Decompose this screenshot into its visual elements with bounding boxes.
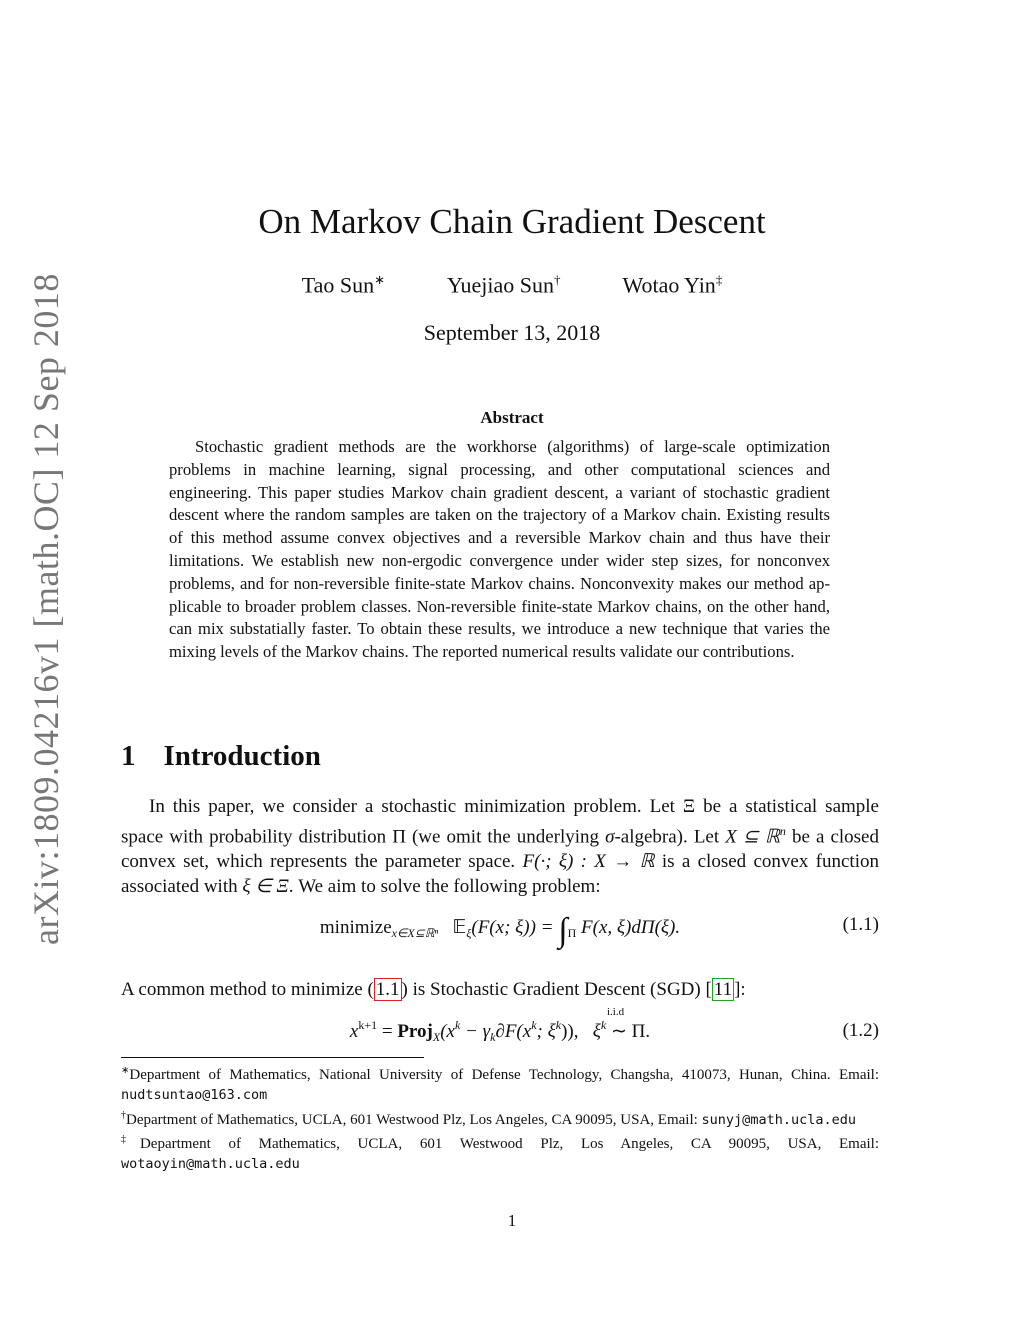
author-name: Yuejiao Sun bbox=[447, 272, 554, 298]
footnote-2 bbox=[121, 1106, 879, 1130]
eq-sup: k bbox=[454, 1018, 461, 1032]
intro-text: is a closed convex function associated with bbox=[121, 851, 879, 897]
footnote-email[interactable]: nudtsuntao@163.com bbox=[121, 1087, 268, 1104]
equation-ref-link[interactable]: 1.1 bbox=[375, 979, 400, 1000]
eq-pi: Π. bbox=[626, 1021, 651, 1042]
author-footnote-mark[interactable]: ∗ bbox=[374, 272, 385, 287]
eq-sup: k bbox=[531, 1018, 537, 1032]
eq-sup: k+1 bbox=[358, 1018, 378, 1032]
math-f-map: F(·; ξ) : X → ℝ bbox=[522, 851, 655, 873]
eq-xi: ξ bbox=[592, 1021, 601, 1042]
equation-body bbox=[121, 912, 879, 950]
equation-body bbox=[121, 1006, 879, 1045]
intro-text: -algebra). Let bbox=[614, 826, 726, 848]
sgd-text: A common method to minimize ( bbox=[121, 979, 374, 1000]
intro-text: . We aim to solve the following problem: bbox=[288, 875, 601, 897]
footnote-text: Department of Mathematics, National University of Defense Technology, Changsha, 410073, Hunan, China. Email: bbox=[129, 1067, 879, 1083]
arxiv-identifier-stamp[interactable]: arXiv:1809.04216v1 [math.OC] 12 Sep 2018 bbox=[26, 273, 66, 945]
eq-body: ; ξ bbox=[536, 1021, 556, 1042]
citation-link[interactable]: 11 bbox=[713, 979, 733, 1000]
abstract-text: Stochastic gradient methods are the workhorse (algorithms) of large-scale optimization problems in machine learning, signal processing, and other computational sciences and engineering. This paper studies Markov chain gradient descent, a variant of stochastic gradient descent where the random samples are taken on the trajectory of a Markov chain. Existing results of this method assume convex objectives and a reversible Markov chain and thus have their limitations. We establish new non-ergodic convergence under wider step sizes, for nonconvex problems, and for non-reversible finite-state Markov chains. Nonconvexity makes our method applicable to broader problem classes. Non-reversible finite-state Markov chains, on the other hand, can mix substatially faster. To obtain these results, we introduce a new technique that varies the mixing levels of the Markov chains. The reported numerical results validate our contributions. bbox=[169, 437, 830, 662]
paper-date: September 13, 2018 bbox=[423, 320, 601, 345]
math-n-sup: n bbox=[779, 824, 786, 839]
author-list bbox=[0, 272, 1024, 298]
eq-lhs: (F(x; ξ)) = bbox=[471, 917, 559, 938]
author-3 bbox=[622, 272, 722, 298]
eq-sim: ∼ bbox=[610, 1021, 627, 1042]
equation-number: (1.1) bbox=[842, 914, 879, 935]
author-1 bbox=[302, 272, 385, 298]
author-2 bbox=[447, 272, 560, 298]
equation-1-2 bbox=[121, 1006, 879, 1046]
author-name: Wotao Yin bbox=[622, 272, 716, 298]
sgd-text: ]: bbox=[734, 979, 746, 1000]
eq-body: ∂F(x bbox=[495, 1021, 532, 1042]
eq-x: x bbox=[349, 1021, 359, 1042]
author-name: Tao Sun bbox=[301, 272, 375, 298]
footnote-mark: ‡ bbox=[121, 1133, 140, 1145]
eq-body: − γ bbox=[460, 1021, 491, 1042]
equation-number: (1.2) bbox=[842, 1020, 879, 1041]
footnote-3 bbox=[121, 1130, 879, 1175]
author-footnote-mark[interactable]: † bbox=[553, 272, 561, 287]
eq-equals: = bbox=[377, 1021, 398, 1042]
eq-body: )), bbox=[561, 1021, 579, 1042]
footnotes bbox=[121, 1061, 879, 1174]
math-xi-in: ξ ∈ Ξ bbox=[242, 875, 289, 897]
sgd-sentence bbox=[121, 978, 879, 1002]
section-heading bbox=[121, 740, 321, 773]
section-title: Introduction bbox=[163, 740, 321, 772]
eq-sup: k bbox=[555, 1018, 562, 1032]
eq-integral-sub: Π bbox=[567, 926, 577, 940]
eq-iid-label: i.i.d bbox=[606, 1006, 625, 1018]
iid-relation bbox=[606, 1006, 627, 1043]
footnote-mark: † bbox=[121, 1109, 126, 1121]
eq-proj: Proj bbox=[397, 1021, 433, 1042]
equation-1-1 bbox=[121, 900, 879, 950]
eq-minimize-sub: x∈X⊆ℝⁿ bbox=[391, 926, 439, 940]
eq-minimize: minimize bbox=[319, 917, 392, 938]
eq-expectation: 𝔼 bbox=[452, 917, 467, 938]
section-number: 1 bbox=[121, 740, 136, 772]
footnote-1 bbox=[121, 1061, 879, 1106]
sgd-text: ) is Stochastic Gradient Descent (SGD) [ bbox=[401, 979, 712, 1000]
page-number: 1 bbox=[507, 1211, 517, 1230]
math-x-subset: X ⊆ ℝ bbox=[725, 826, 780, 848]
math-sigma: σ bbox=[605, 826, 615, 848]
footnote-email[interactable]: wotaoyin@math.ucla.edu bbox=[121, 1156, 300, 1173]
footnote-email[interactable]: sunyj@math.ucla.edu bbox=[701, 1111, 856, 1128]
footnote-divider bbox=[121, 1057, 424, 1058]
footnote-mark: ∗ bbox=[121, 1065, 130, 1076]
paper-title: On Markov Chain Gradient Descent bbox=[258, 202, 766, 241]
abstract-heading: Abstract bbox=[480, 408, 544, 427]
eq-rhs: F(x, ξ)dΠ(ξ). bbox=[581, 917, 681, 938]
eq-body: (x bbox=[440, 1021, 455, 1042]
eq-expectation-sub: ξ bbox=[466, 926, 472, 940]
footnote-text: Department of Mathematics, UCLA, 601 Westwood Plz, Los Angeles, CA 90095, USA, Email: bbox=[126, 1111, 702, 1128]
intro-text: In this paper, we consider a stochastic minimization problem. Let Ξ be a statistical sample space with probability distribution Π (we omit the underlying bbox=[121, 796, 879, 848]
eq-proj-sub: X bbox=[432, 1030, 441, 1044]
intro-text: be a closed convex set, which represents the parameter space. bbox=[121, 826, 879, 873]
author-footnote-mark[interactable]: ‡ bbox=[715, 272, 723, 287]
eq-sup: k bbox=[600, 1018, 607, 1032]
intro-paragraph bbox=[121, 795, 879, 899]
footnote-text: Department of Mathematics, UCLA, 601 Westwood Plz, Los Angeles, CA 90095, USA, Email: bbox=[139, 1135, 880, 1152]
integral-icon: ∫ bbox=[558, 912, 568, 949]
eq-sub: k bbox=[490, 1030, 496, 1044]
